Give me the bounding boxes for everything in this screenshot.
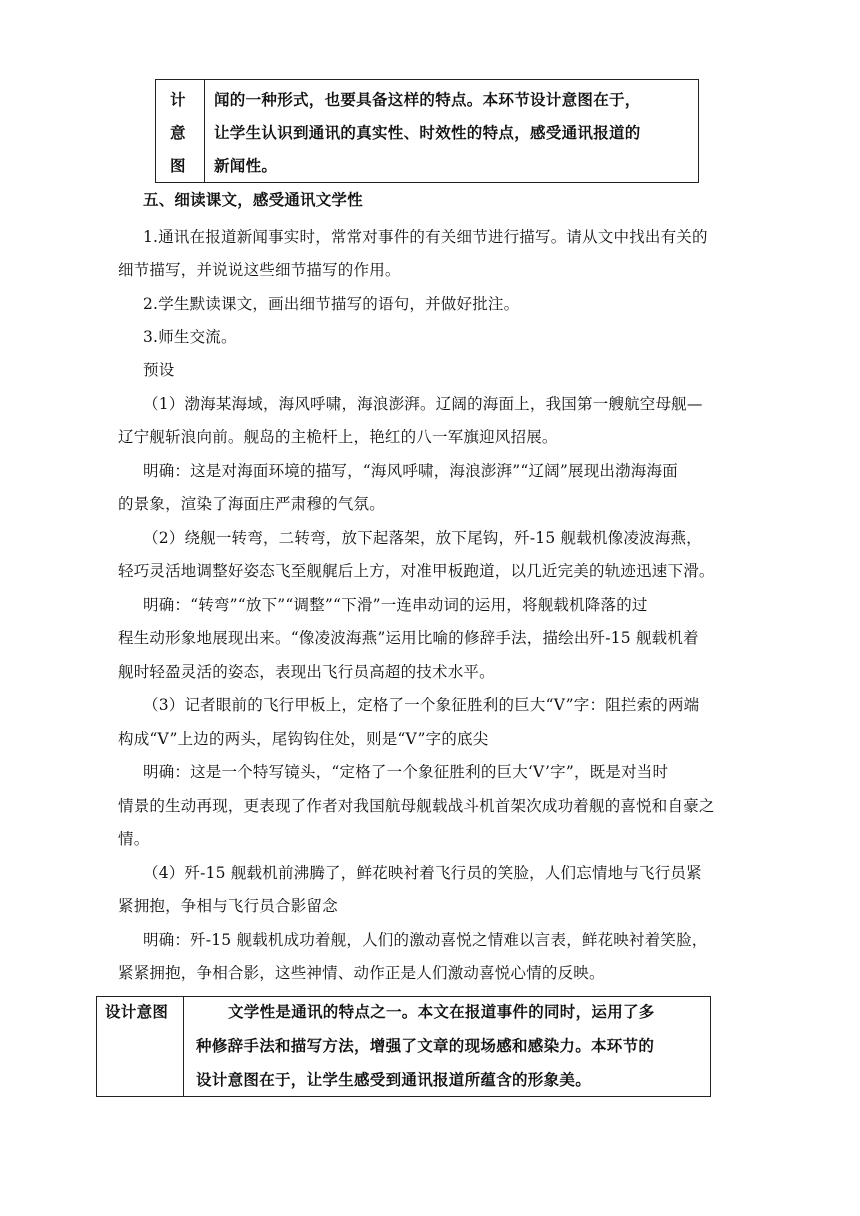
body-line: 明确：“转弯”“放下”“调整”“下滑”一连串动词的运用，将舰载机降落的过 <box>143 596 648 614</box>
body-line: 明确：这是一个特写镜头，“定格了一个象征胜利的巨大‘V’字”，既是对当时 <box>143 763 669 781</box>
section-heading: 五、细读课文，感受通讯文学性 <box>143 190 363 209</box>
body-line: 辽宁舰斩浪向前。舰岛的主桅杆上，艳红的八一军旗迎风招展。 <box>118 428 558 446</box>
body-line: （3）记者眼前的飞行甲板上，定格了一个象征胜利的巨大“V”字：阻拦索的两端 <box>143 696 700 714</box>
table-divider <box>204 79 205 183</box>
body-line: 2.学生默读课文，画出细节描写的语句，并做好批注。 <box>143 295 520 313</box>
table-content-line: 种修辞手法和描写方法，增强了文章的现场感和感染力。本环节的 <box>196 1036 655 1055</box>
table-label-char: 意 <box>170 123 186 142</box>
table-content-line: 让学生认识到通讯的真实性、时效性的特点，感受通讯报道的 <box>214 123 641 142</box>
body-line: 明确：这是对海面环境的描写，“海风呼啸，海浪澎湃”“辽阔”展现出渤海海面 <box>143 462 678 480</box>
body-line: 预设 <box>143 361 175 379</box>
body-line: （1）渤海某海域，海风呼啸，海浪澎湃。辽阔的海面上，我国第一艘航空母舰— <box>143 395 703 413</box>
body-line: 程生动形象地展现出来。“像凌波海燕”运用比喻的修辞手法，描绘出歼-15 舰载机着 <box>118 629 699 647</box>
table-content-line: 闻的一种形式，也要具备这样的特点。本环节设计意图在于， <box>214 90 641 109</box>
body-line: 情景的生动再现，更表现了作者对我国航母舰载战斗机首架次成功着舰的喜悦和自豪之 <box>118 797 715 815</box>
body-line: 紧拥抱，争相与飞行员合影留念 <box>118 897 338 915</box>
body-line: 1.通讯在报道新闻事实时，常常对事件的有关细节进行描写。请从文中找出有关的 <box>143 228 708 246</box>
body-line: 明确：歼-15 舰载机成功着舰，人们的激动喜悦之情难以言表，鲜花映衬着笑脸， <box>143 931 708 949</box>
table-label-char: 图 <box>170 156 186 175</box>
body-line: 3.师生交流。 <box>143 328 237 346</box>
body-line: （4）歼-15 舰载机前沸腾了，鲜花映衬着飞行员的笑脸，人们忘情地与飞行员紧 <box>143 864 702 882</box>
body-line: 构成“V”上边的两头，尾钩钩住处，则是“V”字的底尖 <box>118 730 489 748</box>
table-label-char: 计 <box>170 90 186 109</box>
body-line: 紧紧拥抱，争相合影，这些神情、动作正是人们激动喜悦心情的反映。 <box>118 964 605 982</box>
table-content-line: 文学性是通讯的特点之一。本文在报道事件的同时，运用了多 <box>228 1002 655 1021</box>
body-line: （2）绕舰一转弯，二转弯，放下起落架，放下尾钩，歼-15 舰载机像凌波海燕， <box>143 529 702 547</box>
table-content-line: 新闻性。 <box>214 156 278 175</box>
body-line: 舰时轻盈灵活的姿态，表现出飞行员高超的技术水平。 <box>118 663 495 681</box>
body-line: 轻巧灵活地调整好姿态飞至舰艉后上方，对准甲板跑道，以几近完美的轨迹迅速下滑。 <box>118 562 715 580</box>
body-line: 的景象，渲染了海面庄严肃穆的气氛。 <box>118 495 385 513</box>
table-content-line: 设计意图在于，让学生感受到通讯报道所蕴含的形象美。 <box>196 1070 592 1089</box>
body-line: 细节描写，并说说这些细节描写的作用。 <box>118 261 401 279</box>
table-divider <box>183 996 184 1097</box>
table-label: 设计意图 <box>105 1002 169 1021</box>
body-line: 情。 <box>118 830 150 848</box>
